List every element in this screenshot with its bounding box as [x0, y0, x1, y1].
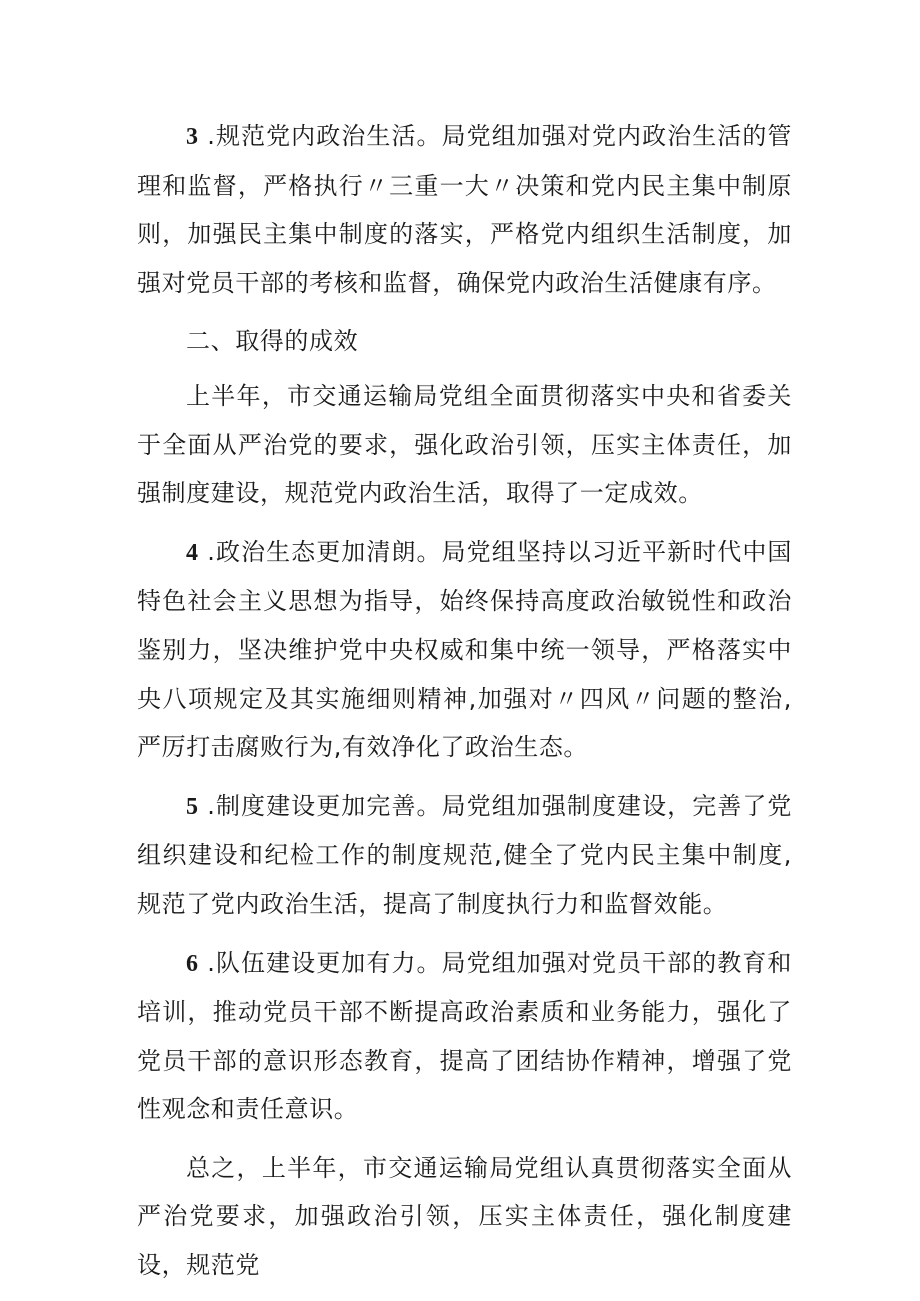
item-number: 3: [186, 124, 199, 150]
section-heading: [137, 317, 792, 366]
item-number: 6: [186, 950, 199, 977]
paragraph-item-3: [137, 112, 792, 307]
item-number: 5: [186, 793, 199, 820]
paragraph-item-5: [137, 782, 792, 929]
paragraph-text: 总之，上半年，市交通运输局党组认真贯彻落实全面从严治党要求，加强政治引领，压实主体责任，强化制度建设，规范党: [137, 1153, 792, 1280]
paragraph-text: .制度建设更加完善。局党组加强制度建设，完善了党组织建设和纪检工作的制度规范,健全了党内民主集中制度,规范了党内政治生活，提高了制度执行力和监督效能。: [137, 791, 792, 918]
paragraph-text: .队伍建设更加有力。局党组加强对党员干部的教育和培训，推动党员干部不断提高政治素质和业务能力，强化了党员干部的意识形态教育，提高了团结协作精神，增强了党性观念和责任意识。: [137, 948, 792, 1124]
section-heading-text: 二、取得的成效: [186, 327, 359, 356]
paragraph-conclusion: [137, 1144, 792, 1290]
item-number: 4: [186, 539, 199, 566]
paragraph-text: .规范党内政治生活。局党组加强对党内政治生活的管理和监督，严格执行〃三重一大〃决策和党内民主集中制原则，加强民主集中制度的落实，严格党内组织生活制度，加强对党员干部的考核和监督，确保党内政治生活健康有序。: [137, 122, 792, 297]
paragraph-item-6: [137, 939, 792, 1134]
paragraph-text: .政治生态更加清朗。局党组坚持以习近平新时代中国特色社会主义思想为指导，始终保持高度政治敏锐性和政治鉴别力，坚决维护党中央权威和集中统一领导，严格落实中央八项规定及其实施细则精神,加强对〃四风〃问题的整治,严厉打击腐败行为,有效净化了政治生态。: [137, 537, 792, 762]
paragraph-item-4: [137, 528, 792, 772]
document-body: [137, 112, 792, 1300]
paragraph-text: 上半年，市交通运输局党组全面贯彻落实中央和省委关于全面从严治党的要求，强化政治引领，压实主体责任，加强制度建设，规范党内政治生活，取得了一定成效。: [137, 381, 792, 508]
paragraph-summary: [137, 372, 792, 518]
